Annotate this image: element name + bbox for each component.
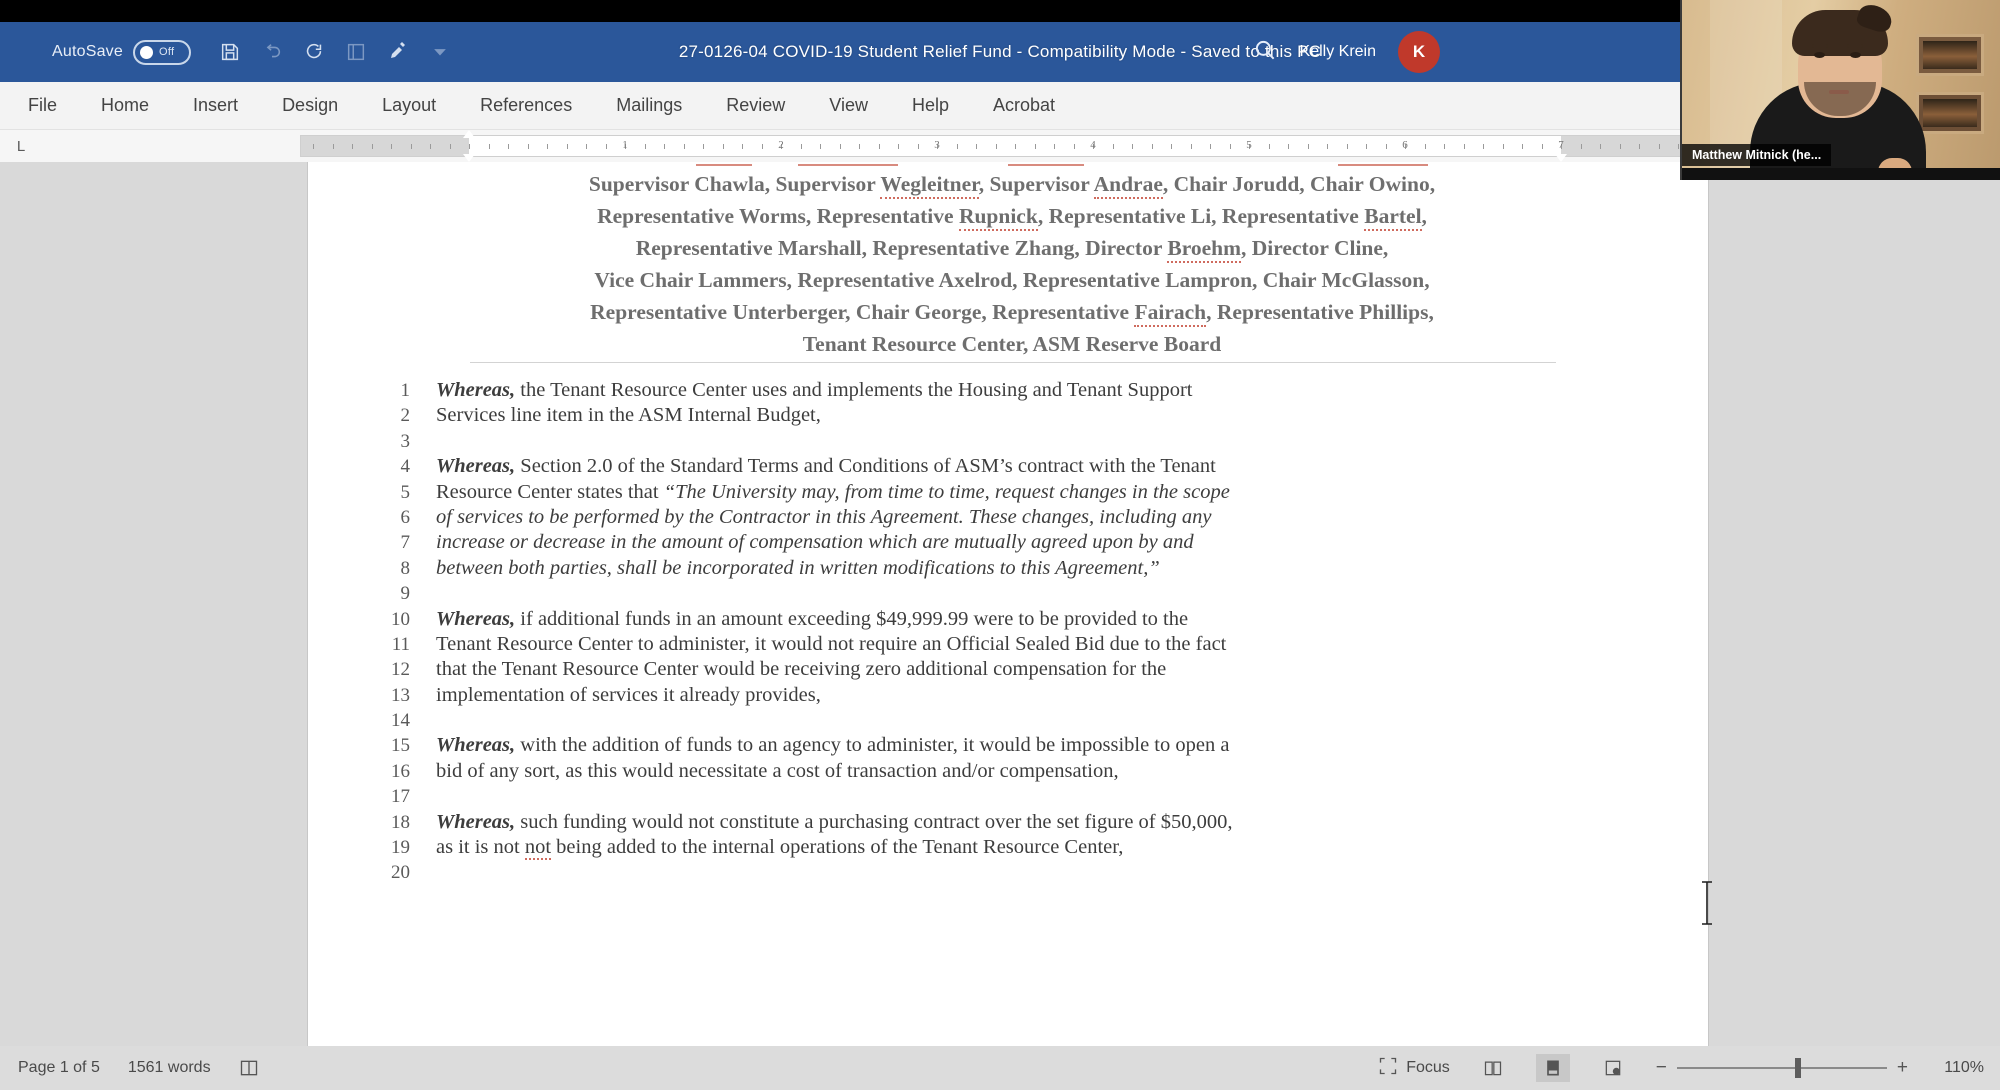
ruler-number: 5	[1246, 139, 1252, 151]
ruler-tick	[1327, 144, 1328, 149]
status-bar-left	[0, 1058, 259, 1078]
person-eyebrow-right	[1847, 44, 1863, 48]
ruler-tick	[1152, 144, 1153, 149]
avatar[interactable]: K	[1398, 31, 1440, 73]
header-line-1	[468, 168, 1556, 200]
line-text[interactable]: as it is not not being added to the internal operations of the Tenant Resource Center,	[436, 836, 1124, 859]
ruler-tick	[430, 144, 431, 149]
document-title: 27-0126-04 COVID-19 Student Relief Fund - Compatibility Mode - Saved to this PC	[678, 42, 1322, 61]
ruler-number: 1	[622, 139, 628, 151]
ruler-tick	[1503, 144, 1504, 149]
header-line-2	[468, 200, 1556, 232]
zoom-slider-track[interactable]	[1677, 1067, 1887, 1069]
zoom-out-button[interactable]: −	[1655, 1057, 1667, 1078]
ruler-tick	[489, 144, 490, 149]
document-line	[308, 759, 1708, 784]
document-line	[308, 657, 1708, 682]
tab-acrobat[interactable]: Acrobat	[993, 95, 1056, 115]
header-line-3-text: Representative Marshall, Representative Zhang, Director Broehm, Director Cline,	[636, 236, 1389, 263]
line-number: 12	[391, 659, 410, 681]
ruler-tick	[1600, 144, 1601, 149]
ruler-tick	[469, 144, 470, 149]
right-indent-marker[interactable]	[1555, 154, 1567, 162]
print-layout-icon[interactable]	[1536, 1054, 1570, 1082]
account-name[interactable]: Kelly Krein	[1299, 43, 1376, 60]
document-line	[308, 378, 1708, 403]
proofing-errors-icon[interactable]	[239, 1058, 259, 1078]
line-text[interactable]: Whereas, if additional funds in an amount exceeding $49,999.99 were to be provided to the	[436, 607, 1189, 630]
ruler-tick	[1444, 144, 1445, 149]
header-line-2-text: Representative Worms, Representative Rupnick, Representative Li, Representative Bartel,	[597, 204, 1427, 231]
tab-insert[interactable]: Insert	[193, 95, 239, 115]
wall-picture-frame-top	[1916, 34, 1984, 76]
numbered-line-list	[308, 378, 1708, 886]
tab-mailings[interactable]: Mailings	[616, 95, 683, 115]
line-text[interactable]: Services line item in the ASM Internal Budget,	[436, 404, 821, 427]
header-line-1-text: Supervisor Chawla, Supervisor Wegleitner, Supervisor Andrae, Chair Jorudd, Chair Owino,	[589, 172, 1435, 199]
document-page[interactable]	[308, 162, 1708, 1046]
document-line	[308, 429, 1708, 454]
ruler-tick	[918, 144, 919, 149]
line-number: 19	[391, 837, 410, 859]
tab-home[interactable]: Home	[101, 95, 150, 115]
horizontal-divider	[470, 362, 1556, 363]
ruler-tick	[352, 144, 353, 149]
line-number: 7	[400, 532, 410, 554]
line-text[interactable]: Whereas, the Tenant Resource Center uses and implements the Housing and Tenant Support	[436, 379, 1193, 401]
ruler-tick	[1074, 144, 1075, 149]
status-bar-right	[1378, 1054, 1984, 1082]
ruler-tick	[333, 144, 334, 149]
word-count[interactable]: 1561 words	[127, 1059, 211, 1076]
horizontal-ruler[interactable]	[300, 135, 1700, 157]
zoom-in-button[interactable]: +	[1896, 1057, 1908, 1078]
ruler-tick	[1171, 144, 1172, 149]
tab-view[interactable]: View	[829, 95, 868, 115]
line-number: 15	[391, 735, 410, 757]
header-line-5-text: Representative Unterberger, Chair George, Representative Fairach, Representative Phillips,	[590, 300, 1434, 327]
document-line	[308, 505, 1708, 530]
document-line	[308, 403, 1708, 428]
ruler-tick	[1366, 144, 1367, 149]
participant-name-label: Matthew Mitnick (he...	[1682, 144, 1831, 166]
ruler-tick	[313, 144, 314, 149]
ruler-tick	[391, 144, 392, 149]
ruler-tick	[840, 144, 841, 149]
text-cursor-ibeam	[1700, 880, 1714, 924]
document-line	[308, 784, 1708, 809]
tab-design[interactable]: Design	[282, 95, 339, 115]
ruler-tick	[1191, 144, 1192, 149]
header-line-3	[468, 232, 1556, 264]
line-number: 17	[391, 786, 410, 808]
line-number: 20	[391, 862, 410, 884]
document-line	[308, 581, 1708, 606]
tab-references[interactable]: References	[480, 95, 573, 115]
line-number: 4	[400, 456, 410, 478]
ruler-tick	[1678, 144, 1679, 149]
line-number: 3	[400, 430, 410, 452]
ruler-tick	[1269, 144, 1270, 149]
document-line	[308, 530, 1708, 555]
document-line	[308, 683, 1708, 708]
ruler-tick	[762, 144, 763, 149]
left-indent-marker[interactable]	[463, 154, 475, 162]
line-text[interactable]: Resource Center states that “The University may, from time to time, request changes in the scope	[436, 480, 1230, 503]
ruler-tick	[1347, 144, 1348, 149]
person-eye-left	[1814, 52, 1825, 58]
ruler-tick	[450, 144, 451, 149]
ruler-tick	[723, 144, 724, 149]
ruler-tick	[1054, 144, 1055, 149]
header-line-6	[468, 328, 1556, 360]
document-line	[308, 733, 1708, 758]
ruler-number: 4	[1090, 139, 1096, 151]
ruler-tick	[1386, 144, 1387, 149]
ruler-tick	[820, 144, 821, 149]
focus-label: Focus	[1406, 1059, 1450, 1076]
ruler-tick	[1659, 144, 1660, 149]
ruler-tick	[1542, 144, 1543, 149]
line-number: 5	[400, 481, 410, 503]
page-indicator[interactable]: Page 1 of 5	[18, 1059, 100, 1076]
document-line	[308, 607, 1708, 632]
read-mode-icon[interactable]	[1476, 1054, 1510, 1082]
line-text[interactable]: bid of any sort, as this would necessitate a cost of transaction and/or compensation,	[436, 759, 1119, 782]
ruler-tick	[645, 144, 646, 149]
wall-picture-frame-bottom	[1916, 92, 1984, 134]
header-line-4-text: Vice Chair Lammers, Representative Axelrod, Representative Lampron, Chair McGlasson,	[594, 268, 1430, 292]
document-line	[308, 810, 1708, 835]
line-number: 10	[391, 608, 410, 630]
zoom-slider[interactable]	[1656, 1057, 1908, 1079]
ruler-tick	[1425, 144, 1426, 149]
tab-help[interactable]: Help	[911, 95, 949, 115]
line-number: 11	[391, 633, 410, 655]
ruler-tick	[567, 144, 568, 149]
ruler-number: 3	[934, 139, 940, 151]
ruler-tick	[801, 144, 802, 149]
ruler-tick	[528, 144, 529, 149]
status-bar	[0, 1046, 2000, 1090]
ruler-tick	[411, 144, 412, 149]
tab-review[interactable]: Review	[726, 95, 786, 115]
document-line	[308, 480, 1708, 505]
ruler-tick	[586, 144, 587, 149]
line-text[interactable]: of services to be performed by the Contractor in this Agreement. These changes, including any	[436, 505, 1212, 528]
line-text[interactable]: Whereas, Section 2.0 of the Standard Terms and Conditions of ASM’s contract with the Tenant	[436, 455, 1216, 478]
search-icon[interactable]	[1252, 37, 1278, 68]
line-text[interactable]: Tenant Resource Center to administer, it would not require an Official Sealed Bid due to the fact	[436, 632, 1227, 655]
line-number: 8	[400, 557, 410, 579]
focus-icon	[1378, 1056, 1398, 1081]
ruler-tick	[996, 144, 997, 149]
ruler-tick	[898, 144, 899, 149]
line-text[interactable]: between both parties, shall be incorporated in written modifications to this Agreement,”	[436, 556, 1160, 579]
ruler-tick	[1522, 144, 1523, 149]
document-workspace[interactable]	[0, 162, 2000, 1046]
ruler-tick	[508, 144, 509, 149]
ruler-tick	[1113, 144, 1114, 149]
tab-file[interactable]: File	[28, 95, 58, 115]
ruler-tick	[1581, 144, 1582, 149]
ruler-tick	[879, 144, 880, 149]
line-number: 16	[391, 760, 410, 782]
line-number: 13	[391, 684, 410, 706]
document-line	[308, 835, 1708, 860]
ruler-tick	[1308, 144, 1309, 149]
line-text[interactable]: Whereas, with the addition of funds to an agency to administer, it would be impossible to open a	[436, 734, 1230, 757]
line-text[interactable]: Whereas, such funding would not constitute a purchasing contract over the set figure of $50,000,	[436, 810, 1233, 833]
focus-button[interactable]	[1378, 1056, 1450, 1081]
ruler-number: 7	[1558, 139, 1564, 151]
line-number: 14	[391, 710, 410, 732]
webcam-overlay[interactable]	[1680, 0, 2000, 180]
ruler-tick	[859, 144, 860, 149]
tab-stop-selector[interactable]: L	[16, 137, 26, 155]
zoom-level[interactable]: 110%	[1944, 1059, 1984, 1076]
line-number: 2	[400, 405, 410, 427]
ruler-tick	[1288, 144, 1289, 149]
ruler-tick	[1035, 144, 1036, 149]
ruler-tick	[1015, 144, 1016, 149]
line-number: 1	[400, 380, 410, 401]
document-line	[308, 632, 1708, 657]
workspace-right-gutter	[1708, 162, 2000, 1046]
document-line	[308, 556, 1708, 581]
ruler-number: 6	[1402, 139, 1408, 151]
ruler-tick	[372, 144, 373, 149]
autosave-state: Off	[158, 46, 175, 58]
person-mouth	[1829, 90, 1849, 94]
ruler-tick	[547, 144, 548, 149]
header-line-6-text: Tenant Resource Center, ASM Reserve Board	[802, 332, 1222, 356]
header-line-5	[468, 296, 1556, 328]
ruler-tick	[957, 144, 958, 149]
line-number: 18	[391, 811, 410, 833]
ruler-tick	[1639, 144, 1640, 149]
ruler-tick	[1483, 144, 1484, 149]
ruler-tick	[664, 144, 665, 149]
workspace-left-gutter	[0, 162, 308, 1046]
ruler-tick	[1620, 144, 1621, 149]
line-text[interactable]: increase or decrease in the amount of compensation which are mutually agreed upon by and	[436, 531, 1194, 554]
ruler-tick	[1464, 144, 1465, 149]
document-line	[308, 708, 1708, 733]
line-text[interactable]: implementation of services it already provides,	[436, 683, 821, 706]
ruler-tick	[1230, 144, 1231, 149]
ruler-tick	[1132, 144, 1133, 149]
zoom-slider-thumb[interactable]	[1795, 1058, 1801, 1078]
header-line-4	[468, 264, 1556, 296]
ruler-tick	[606, 144, 607, 149]
person-eye-right	[1850, 52, 1861, 58]
first-line-indent-marker[interactable]	[463, 130, 475, 138]
web-layout-icon[interactable]	[1596, 1054, 1630, 1082]
ruler-number: 2	[778, 139, 784, 151]
document-body[interactable]	[308, 162, 1708, 1046]
document-header-block	[468, 168, 1556, 360]
ruler-tick	[1210, 144, 1211, 149]
document-line	[308, 454, 1708, 479]
tab-layout[interactable]: Layout	[382, 95, 437, 115]
ruler-tick	[976, 144, 977, 149]
autosave-label: AutoSave	[52, 43, 123, 60]
document-line	[308, 860, 1708, 885]
webcam-bottom-strip	[1682, 168, 2000, 180]
person-eyebrow-left	[1812, 44, 1828, 48]
line-number: 6	[400, 506, 410, 528]
ruler-tick	[684, 144, 685, 149]
line-text[interactable]: that the Tenant Resource Center would be receiving zero additional compensation for the	[436, 658, 1167, 681]
ruler-tick	[703, 144, 704, 149]
line-number: 9	[400, 583, 410, 605]
ruler-tick	[742, 144, 743, 149]
